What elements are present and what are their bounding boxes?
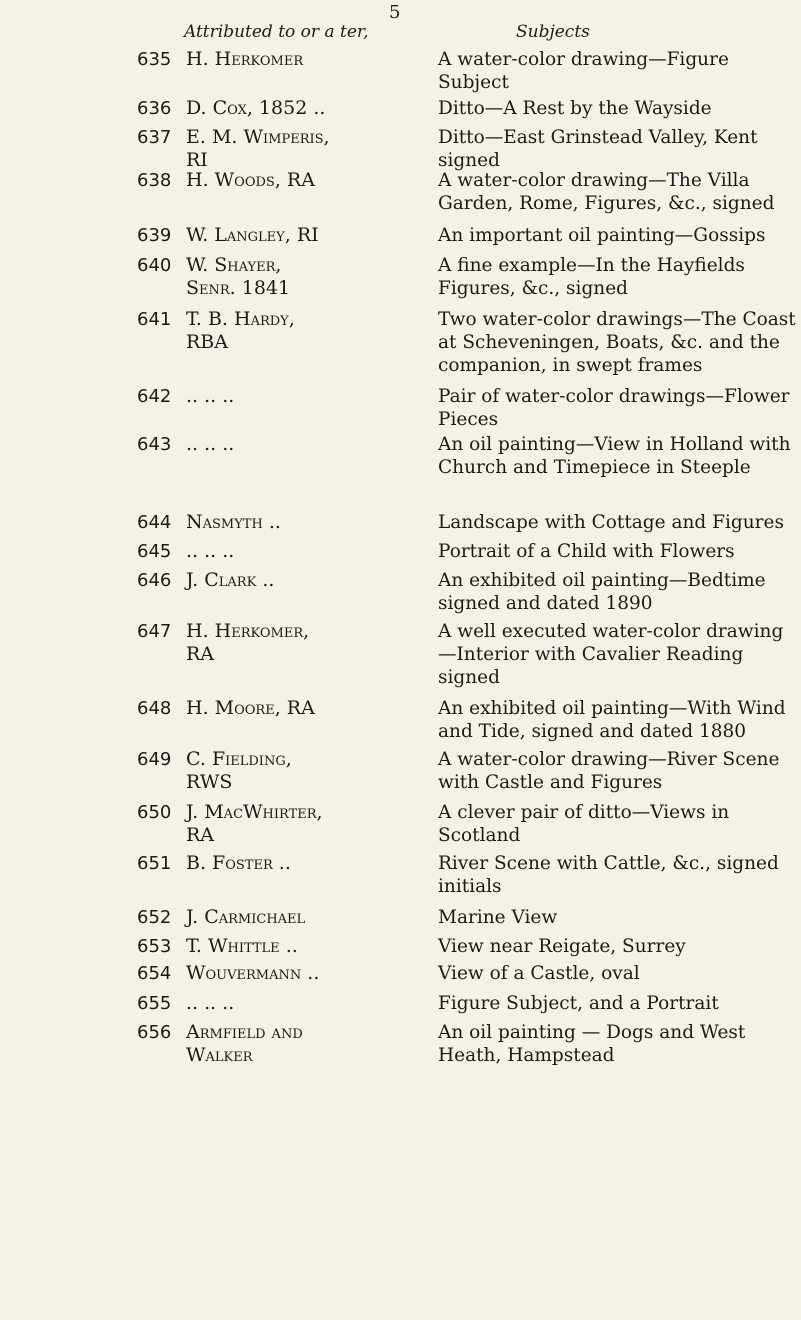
lot-number: 647: [137, 621, 172, 642]
lot-number: 649: [137, 749, 172, 770]
lot-attribution: Armfield and Walker: [186, 1021, 303, 1066]
lot-attribution: B. Foster ..: [186, 852, 291, 874]
lot-subject: Ditto—A Rest by the Wayside: [438, 98, 712, 119]
lot-subject: Pair of water-color drawings—Flower Pieces: [438, 386, 790, 430]
lot-subject: An exhibited oil painting—Bedtime signed and dated 1890: [438, 570, 766, 614]
page-number: 5: [389, 2, 401, 23]
lot-attribution: D. Cox, 1852 ..: [186, 97, 326, 119]
lot-attribution: Nasmyth ..: [186, 511, 281, 533]
lot-subject: River Scene with Cattle, &c., signed initials: [438, 853, 779, 897]
lot-number: 636: [137, 98, 172, 119]
lot-attribution: .. .. ..: [186, 385, 235, 407]
lot-subject: View of a Castle, oval: [438, 963, 640, 984]
lot-number: 650: [137, 802, 172, 823]
lot-number: 645: [137, 541, 172, 562]
lot-subject: An oil painting—View in Holland with Church and Timepiece in Steeple: [438, 434, 791, 478]
lot-number: 643: [137, 434, 172, 455]
header-subjects: Subjects: [516, 22, 590, 42]
lot-number: 638: [137, 170, 172, 191]
lot-number: 641: [137, 309, 172, 330]
lot-number: 655: [137, 993, 172, 1014]
lot-number: 656: [137, 1022, 172, 1043]
lot-number: 642: [137, 386, 172, 407]
lot-subject: A fine example—In the Hayfields Figures, &c., signed: [438, 255, 745, 299]
lot-subject: An oil painting — Dogs and West Heath, Hampstead: [438, 1022, 746, 1066]
lot-attribution: J. Carmichael: [186, 906, 306, 928]
lot-attribution: W. Langley, RI: [186, 224, 319, 246]
lot-number: 640: [137, 255, 172, 276]
lot-attribution: J. MacWhirter, RA: [186, 801, 323, 846]
lot-subject: Landscape with Cottage and Figures: [438, 512, 784, 533]
header-attributed: Attributed to or a ter,: [184, 22, 369, 42]
lot-number: 652: [137, 907, 172, 928]
lot-subject: Marine View: [438, 907, 558, 928]
lot-attribution: Wouvermann ..: [186, 962, 320, 984]
lot-attribution: T. Whittle ..: [186, 935, 298, 957]
lot-attribution: W. Shayer, Senr. 1841: [186, 254, 291, 299]
lot-number: 646: [137, 570, 172, 591]
lot-subject: A well executed water-color drawing—Interior with Cavalier Reading signed: [438, 621, 784, 688]
lot-subject: Portrait of a Child with Flowers: [438, 541, 735, 562]
lot-attribution: E. M. Wimperis, RI: [186, 126, 330, 171]
lot-subject: A water-color drawing—Figure Subject: [438, 49, 729, 93]
lot-attribution: H. Herkomer, RA: [186, 620, 310, 665]
lot-number: 648: [137, 698, 172, 719]
lot-attribution: T. B. Hardy, RBA: [186, 308, 295, 353]
lot-attribution: H. Woods, RA: [186, 169, 315, 191]
lot-attribution: J. Clark ..: [186, 569, 275, 591]
lot-attribution: H. Moore, RA: [186, 697, 315, 719]
lot-subject: An important oil painting—Gossips: [438, 225, 766, 246]
lot-subject: View near Reigate, Surrey: [438, 936, 686, 957]
lot-subject: Figure Subject, and a Portrait: [438, 993, 719, 1014]
lot-number: 653: [137, 936, 172, 957]
lot-number: 644: [137, 512, 172, 533]
lot-subject: A water-color drawing—The Villa Garden, Rome, Figures, &c., signed: [438, 170, 775, 214]
lot-subject: A clever pair of ditto—Views in Scotland: [438, 802, 730, 846]
lot-number: 635: [137, 49, 172, 70]
lot-attribution: .. .. ..: [186, 992, 235, 1014]
lot-subject: An exhibited oil painting—With Wind and Tide, signed and dated 1880: [438, 698, 786, 742]
lot-attribution: .. .. ..: [186, 433, 235, 455]
lot-subject: A water-color drawing—River Scene with Castle and Figures: [438, 749, 780, 793]
lot-subject: Two water-color drawings—The Coast at Scheveningen, Boats, &c. and the companion, in swept frames: [438, 309, 796, 376]
lot-number: 639: [137, 225, 172, 246]
lot-subject: Ditto—East Grinstead Valley, Kent signed: [438, 127, 758, 171]
lot-attribution: C. Fielding, RWS: [186, 748, 292, 793]
lot-number: 637: [137, 127, 172, 148]
lot-attribution: .. .. ..: [186, 540, 235, 562]
lot-attribution: H. Herkomer: [186, 48, 304, 70]
lot-number: 651: [137, 853, 172, 874]
lot-number: 654: [137, 963, 172, 984]
